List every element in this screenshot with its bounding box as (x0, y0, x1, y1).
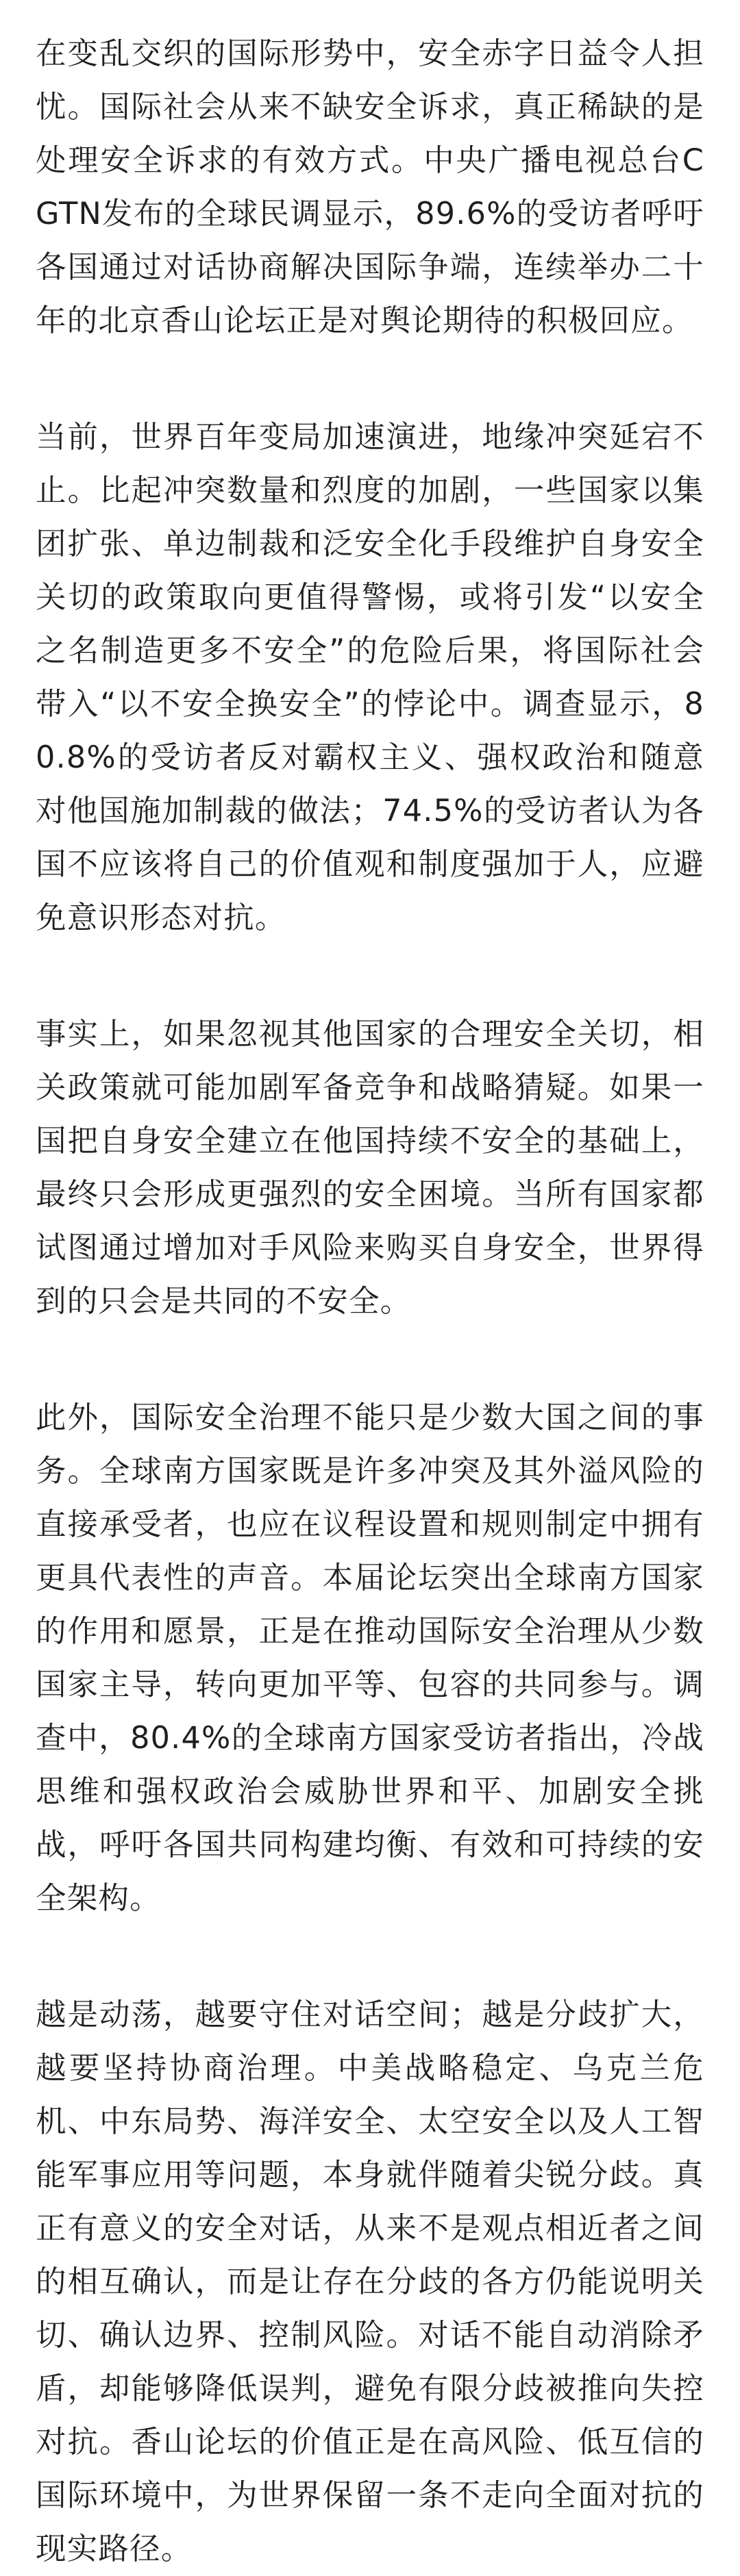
paragraph-5: 越是动荡，越要守住对话空间；越是分歧扩大，越要坚持协商治理。中美战略稳定、乌克兰危机、中东局势、海洋安全、太空安全以及人工智能军事应用等问题，本身就伴随着尖锐分歧。真正有意义的安全对话，从来不是观点相近者之间的相互确认，而是让存在分歧的各方仍能说明关切、确认边界、控制风险。对话不能自动消除矛盾，却能够降低误判，避免有限分歧被推向失控对抗。香山论坛的价值正是在高风险、低互信的国际环境中，为世界保留一条不走向全面对抗的现实路径。 (36, 1997, 704, 2566)
paragraph-2: 当前，世界百年变局加速演进，地缘冲突延宕不止。比起冲突数量和烈度的加剧，一些国家以集团扩张、单边制裁和泛安全化手段维护自身安全关切的政策取向更值得警惕，或将引发“以安全之名制造更多不安全”的危险后果，将国际社会带入“以不安全换安全”的悖论中。调查显示，80.8%的受访者反对霸权主义、强权政治和随意对他国施加制裁的做法；74.5%的受访者认为各国不应该将自己的价值观和制度强加于人，应避免意识形态对抗。 (36, 420, 704, 935)
paragraph-3: 事实上，如果忽视其他国家的合理安全关切，相关政策就可能加剧军备竞争和战略猜疑。如果一国把自身安全建立在他国持续不安全的基础上，最终只会形成更强烈的安全困境。当所有国家都试图通过增加对手风险来购买自身安全，世界得到的只会是共同的不安全。 (36, 1017, 704, 1319)
paragraph-1: 在变乱交织的国际形势中，安全赤字日益令人担忧。国际社会从来不缺安全诉求，真正稀缺的是处理安全诉求的有效方式。中央广播电视总台CGTN发布的全球民调显示，89.6%的受访者呼吁各国通过对话协商解决国际争端，连续举办二十年的北京香山论坛正是对舆论期待的积极回应。 (36, 36, 704, 338)
paragraph-4: 此外，国际安全治理不能只是少数大国之间的事务。全球南方国家既是许多冲突及其外溢风险的直接承受者，也应在议程设置和规则制定中拥有更具代表性的声音。本届论坛突出全球南方国家的作用和愿景，正是在推动国际安全治理从少数国家主导，转向更加平等、包容的共同参与。调查中，80.4%的全球南方国家受访者指出，冷战思维和强权政治会威胁世界和平、加剧安全挑战，呼吁各国共同构建均衡、有效和可持续的安全架构。 (36, 1400, 704, 1916)
article-body (36, 27, 704, 2576)
